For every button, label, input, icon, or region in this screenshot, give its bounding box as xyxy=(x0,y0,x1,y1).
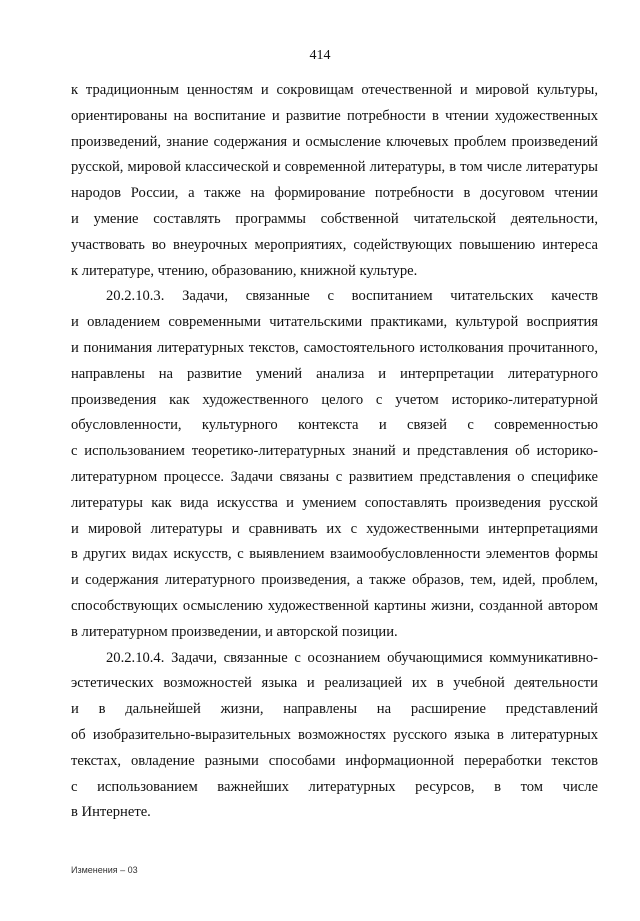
document-body xyxy=(71,78,598,826)
text-line: и понимания литературных текстов, самостоятельного истолкования прочитанного, xyxy=(71,339,598,356)
paragraph-intro-continuation xyxy=(71,78,598,284)
text-line: произведений, знание содержания и осмысление ключевых проблем произведений xyxy=(71,133,598,150)
text-line: с использованием теоретико-литературных знаний и представления об историко- xyxy=(71,443,598,460)
text-line: 20.2.10.3. Задачи, связанные с воспитанием читательских качеств xyxy=(106,288,598,305)
text-line: и умение составлять программы собственной читательской деятельности, xyxy=(71,210,598,227)
text-line: об изобразительно-выразительных возможностях русского языка в литературных xyxy=(71,726,598,743)
text-line: литературы как вида искусства и умением сопоставлять произведения русской xyxy=(71,494,598,511)
text-line: к традиционным ценностям и сокровищам отечественной и мировой культуры, xyxy=(71,82,598,98)
text-line: направлены на развитие умений анализа и интерпретации литературного xyxy=(71,365,598,382)
text-line: эстетических возможностей языка и реализацией их в учебной деятельности xyxy=(71,675,598,692)
text-line: в литературном произведении, и авторской позиции. xyxy=(71,623,398,640)
text-line: и овладением современными читательскими практиками, культурой восприятия xyxy=(71,314,598,331)
text-line: литературном процессе. Задачи связаны с развитием представления о специфике xyxy=(71,468,598,485)
text-line: и мировой литературы и сравнивать их с художественными интерпретациями xyxy=(71,520,598,537)
paragraph-20-2-10-4 xyxy=(71,646,598,827)
text-line: и в дальнейшей жизни, направлены на расширение представлений xyxy=(71,701,598,718)
revision-footer: Изменения – 03 xyxy=(71,865,138,875)
text-line: в Интернете. xyxy=(71,804,151,821)
text-line: русской, мировой классической и современной литературы, в том числе литературы xyxy=(71,159,598,176)
text-line: и содержания литературного произведения, а также образов, тем, идей, проблем, xyxy=(71,572,598,589)
text-line: обусловленности, культурного контекста и связей с современностью xyxy=(71,417,598,434)
text-line: к литературе, чтению, образованию, книжной культуре. xyxy=(71,262,418,279)
text-line: народов России, а также на формирование потребности в досуговом чтении xyxy=(71,185,598,202)
text-line: с использованием важнейших литературных ресурсов, в том числе xyxy=(71,778,598,795)
text-line: способствующих осмыслению художественной картины жизни, созданной автором xyxy=(71,597,598,614)
text-line: участвовать во внеурочных мероприятиях, содействующих повышению интереса xyxy=(71,236,598,253)
text-line: в других видах искусств, с выявлением взаимообусловленности элементов формы xyxy=(71,546,598,563)
page-number: 414 xyxy=(309,48,331,63)
text-line: 20.2.10.4. Задачи, связанные с осознанием обучающимися коммуникативно- xyxy=(106,649,598,666)
paragraph-20-2-10-3 xyxy=(71,284,598,645)
text-line: произведения как художественного целого с учетом историко-литературной xyxy=(71,391,598,408)
text-line: текстах, овладение разными способами информационной переработки текстов xyxy=(71,752,598,769)
text-line: ориентированы на воспитание и развитие потребности в чтении художественных xyxy=(71,107,598,124)
